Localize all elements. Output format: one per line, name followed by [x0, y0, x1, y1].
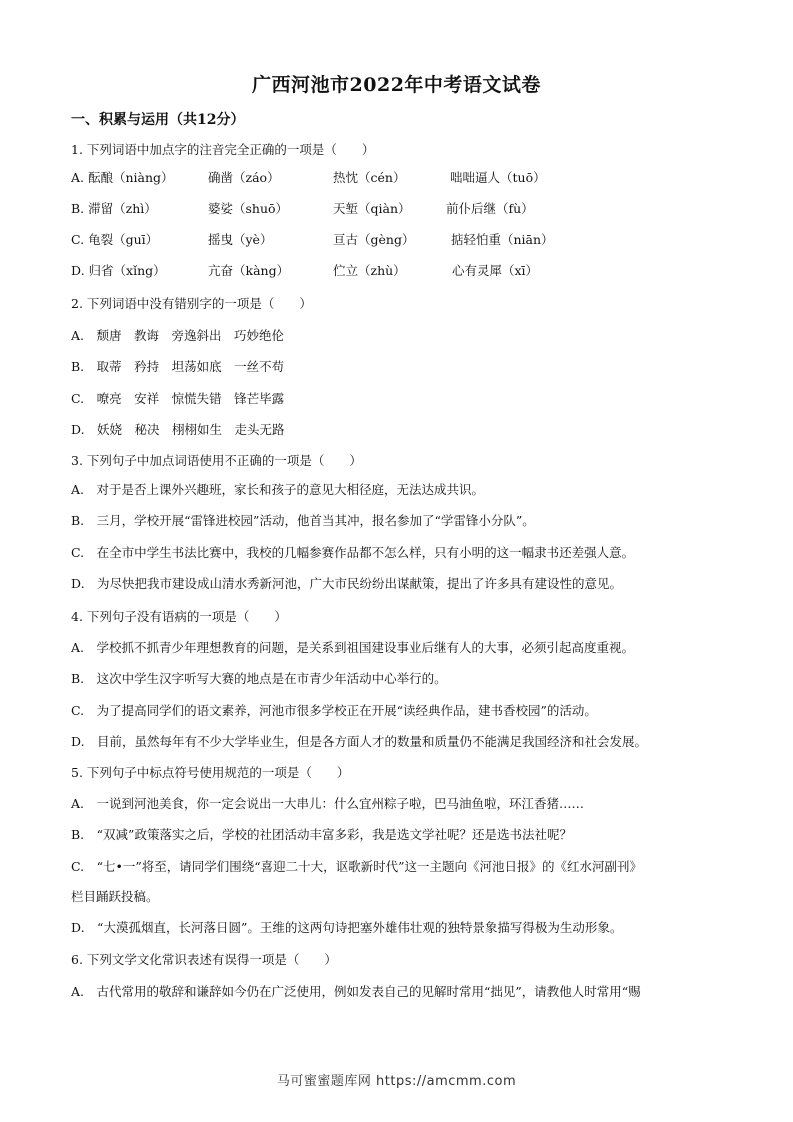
q1-row-a-col1: A. 酝酿（niàng） [71, 170, 174, 185]
q1-row-a-col2: 确凿（záo） [208, 170, 280, 185]
q1-row-b-col4: 前仆后继（fù） [446, 201, 534, 216]
q4-option-a: A. 学校抓不抓青少年理想教育的问题，是关系到祖国建设事业后继有人的大事，必须引起高度重视。 [71, 640, 635, 655]
q4-option-d: D. 目前，虽然每年有不少大学毕业生，但是各方面人才的数量和质量仍不能满足我国经济和社会发展。 [71, 734, 648, 749]
q1-row-c-col1: C. 龟裂（guī） [71, 232, 159, 247]
q5-option-a: A. 一说到河池美食，你一定会说出一大串儿：什么宜州粽子啦，巴马油鱼啦，环江香猪…… [71, 796, 585, 811]
q4-option-c: C. 为了提高同学们的语文素养，河池市很多学校正在开展“读经典作品，建书香校园”的活动。 [71, 703, 597, 718]
q2-stem: 2. 下列词语中没有错别字的一项是（ ） [71, 296, 312, 311]
q1-row-a-col4: 咄咄逼人（tuō） [450, 170, 546, 185]
q5-stem: 5. 下列句子中标点符号使用规范的一项是（ ） [71, 765, 350, 780]
q3-option-a: A. 对于是否上课外兴趣班，家长和孩子的意见大相径庭，无法达成共识。 [71, 482, 485, 497]
q2-option-a: A. 颓唐 教诲 旁逸斜出 巧妙绝伦 [71, 328, 285, 343]
q5-option-b: B. “双减”政策落实之后，学校的社团活动丰富多彩，我是选文学社呢？还是选书法社呢？ [71, 827, 572, 842]
q1-row-b-col1: B. 滞留（zhì） [71, 201, 157, 216]
q4-option-b: B. 这次中学生汉字听写大赛的地点是在市青少年活动中心举行的。 [71, 671, 447, 686]
q1-row-d-col4: 心有灵犀（xī） [452, 263, 539, 278]
q3-option-d: D. 为尽快把我市建设成山清水秀新河池，广大市民纷纷出谋献策，提出了许多具有建设性的意见。 [71, 576, 623, 591]
section-heading: 一、积累与运用（共12分） [71, 112, 245, 128]
q1-row-a-col3: 热忱（cén） [333, 170, 406, 185]
q3-option-c: C. 在全市中学生书法比赛中，我校的几幅参赛作品都不怎么样，只有小明的这一幅隶书还差强人意。 [71, 545, 635, 560]
q3-stem: 3. 下列句子中加点词语使用不正确的一项是（ ） [71, 453, 362, 468]
q1-row-c-col4: 掂轻怕重（niān） [451, 232, 554, 247]
q1-row-c-col3: 亘古（gèng） [333, 232, 415, 247]
q1-row-d-col2: 亢奋（kàng） [208, 263, 290, 278]
q1-row-c-col2: 摇曳（yè） [208, 232, 273, 247]
q2-option-c: C. 嘹亮 安祥 惊慌失错 锋芒毕露 [71, 391, 285, 406]
q1-row-d-col1: D. 归省（xǐng） [71, 263, 166, 278]
q5-option-d: D. “大漠孤烟直，长河落日圆”。王维的这两句诗把塞外雄伟壮观的独特景象描写得极为生动形象。 [71, 920, 623, 935]
q1-row-b-col2: 婆娑（shuō） [208, 201, 289, 216]
q6-option-a: A. 古代常用的敬辞和谦辞如今仍在广泛使用，例如发表自己的见解时常用“拙见”，请教他人时常用“赐 [71, 984, 641, 999]
q3-option-b: B. 三月，学校开展“雷锋进校园”活动，他首当其冲，报名参加了“学雷锋小分队”。 [71, 513, 535, 528]
q6-stem: 6. 下列文学文化常识表述有误得一项是（ ） [71, 952, 337, 967]
q2-option-d: D. 妖娆 秘决 栩栩如生 走头无路 [71, 422, 285, 437]
q1-stem: 1. 下列词语中加点字的注音完全正确的一项是（ ） [71, 142, 375, 157]
page-title: 广西河池市2022年中考语文试卷 [252, 74, 541, 96]
footer-watermark: 马可蜜蜜题库网 https://amcmm.com [276, 1074, 517, 1089]
q2-option-b: B. 取蒂 矜持 坦荡如底 一丝不苟 [71, 359, 285, 374]
q4-stem: 4. 下列句子没有语病的一项是（ ） [71, 609, 287, 624]
q1-row-d-col3: 伫立（zhù） [333, 263, 406, 278]
q1-row-b-col3: 天堑（qiàn） [333, 201, 411, 216]
q5-option-c: C. “七•一”将至，请同学们围绕“喜迎二十大，讴歌新时代”这一主题向《河池日报》的《红水河副刊》 [71, 859, 643, 874]
q5-option-c-continued: 栏目踊跃投稿。 [71, 889, 159, 904]
